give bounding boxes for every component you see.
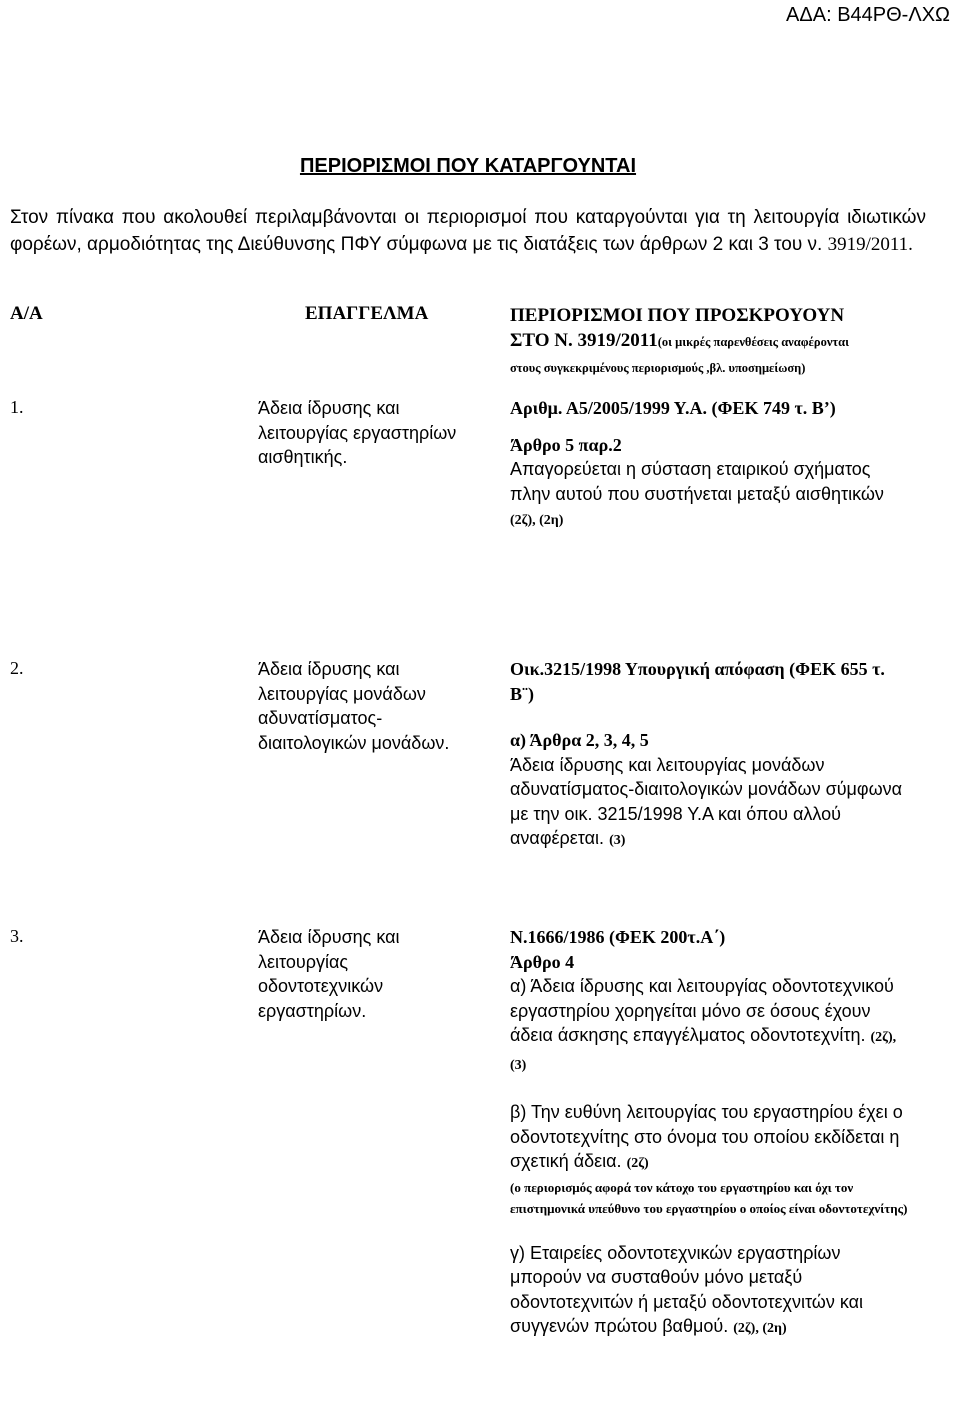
row-3-item-b-note: (ο περιορισμός αφορά τον κάτοχο του εργαστηρίου και όχι τον επιστημονικά υπεύθυνο του εργαστηρίου ο οποίος είναι οδοντοτεχνίτης): [510, 1179, 908, 1216]
row-3-item-c: [510, 1241, 910, 1342]
row-2-profession: Άδεια ίδρυσης και λειτουργίας μονάδων αδυνατίσματος-διαιτολογικών μονάδων.: [258, 659, 450, 753]
row-3-item-c-text: γ) Εταιρείες οδοντοτεχνικών εργαστηρίων μπορούν να συσταθούν μόνο μεταξύ οδοντοτεχνιτών ή μεταξύ οδοντοτεχνιτών και συγγενών πρώτου βαθμού.: [510, 1242, 864, 1336]
row-2-number: 2.: [10, 658, 24, 678]
row-3-item-b-codes: (2ζ): [626, 1156, 649, 1171]
row-3-number: 3.: [10, 926, 24, 946]
row-1-reference: Αριθμ. Α5/2005/1999 Υ.Α. (ΦΕΚ 749 τ. Β’): [510, 398, 836, 418]
row-3-item-a-text: α) Άδεια ίδρυσης και λειτουργίας οδοντοτεχνικού εργαστηρίου χορηγείται μόνο σε όσους έχουν άδεια άσκησης επαγγέλματος οδοντοτεχνίτη.: [510, 976, 894, 1045]
row-1-codes: (2ζ), (2η): [510, 513, 564, 528]
row-1-body: Απαγορεύεται η σύσταση εταιρικού σχήματος πλην αυτού που συστήνεται μεταξύ αισθητικών: [510, 459, 884, 504]
row-3-profession: Άδεια ίδρυσης και λειτουργίας οδοντοτεχνικών εργαστηρίων.: [258, 927, 400, 1021]
row-2-article: α) Άρθρα 2, 3, 4, 5: [510, 730, 649, 750]
row-3-item-a-codes: (2ζ), (3): [510, 1030, 897, 1073]
row-2-restrictions: [510, 657, 910, 854]
intro-paragraph: [10, 204, 926, 258]
header-restrictions-note1: (οι μικρές παρενθέσεις αναφέρονται: [657, 335, 850, 349]
row-3-item-a: [510, 974, 910, 1078]
header-restrictions-line2: [510, 328, 849, 355]
document-id: ΑΔΑ: Β44ΡΘ-ΛΧΩ: [786, 4, 950, 26]
header-restrictions-law: ΣΤΟ Ν. 3919/2011: [510, 330, 658, 351]
row-3-article: Άρθρο 4: [510, 951, 575, 972]
row-3-item-b: [510, 1100, 910, 1219]
intro-law: 3919/2011.: [827, 234, 913, 255]
row-1-restrictions: [510, 396, 910, 534]
row-3-item-b-text: β) Την ευθύνη λειτουργίας του εργαστηρίου έχει ο οδοντοτεχνίτης στο όνομα του οποίου εκδίδεται η σχετική άδεια.: [510, 1102, 903, 1171]
row-3-reference: Ν.1666/1986 (ΦΕΚ 200τ.Α΄): [510, 927, 726, 947]
page-title: ΠΕΡΙΟΡΙΣΜΟΙ ΠΟΥ ΚΑΤΑΡΓΟΥΝΤΑΙ: [299, 155, 637, 177]
header-col-num: Α/Α: [10, 303, 43, 324]
intro-text: Στον πίνακα που ακολουθεί περιλαμβάνονται οι περιορισμοί που καταργούνται για τη λειτουργία ιδιωτικών φορέων, αρμοδιότητας της Διεύθυνσης ΠΦΥ σύμφωνα με τις διατάξεις των άρθρων 2 και 3 του ν.: [10, 207, 926, 255]
row-1-text: [510, 457, 910, 534]
header-restrictions-note2: στους συγκεκριμένους περιορισμούς ,βλ. υποσημείωση): [510, 361, 806, 375]
row-1-profession: Άδεια ίδρυσης και λειτουργίας εργαστηρίων αισθητικής.: [258, 398, 457, 467]
row-2-codes: (3): [609, 833, 626, 848]
header-restrictions-line1: ΠΕΡΙΟΡΙΣΜΟΙ ΠΟΥ ΠΡΟΣΚΡΟΥΟΥΝ: [510, 305, 845, 326]
row-1-number: 1.: [10, 397, 24, 417]
row-2-reference: Οικ.3215/1998 Υπουργική απόφαση (ΦΕΚ 655 τ. Β¨): [510, 659, 885, 704]
row-1-article: Άρθρο 5 παρ.2: [510, 434, 622, 455]
header-col-restrictions: [510, 303, 849, 381]
row-2-body: Άδεια ίδρυσης και λειτουργίας μονάδων αδυνατίσματος-διαιτολογικών μονάδων σύμφωνα με την οικ. 3215/1998 Υ.Α και όπου αλλού αναφέρεται.: [510, 754, 903, 848]
header-col-profession: ΕΠΑΓΓΕΛΜΑ: [305, 303, 429, 324]
row-3-item-c-codes: (2ζ), (2η): [733, 1321, 787, 1336]
row-2-text: [510, 753, 910, 854]
row-3-restrictions: [510, 925, 910, 1342]
